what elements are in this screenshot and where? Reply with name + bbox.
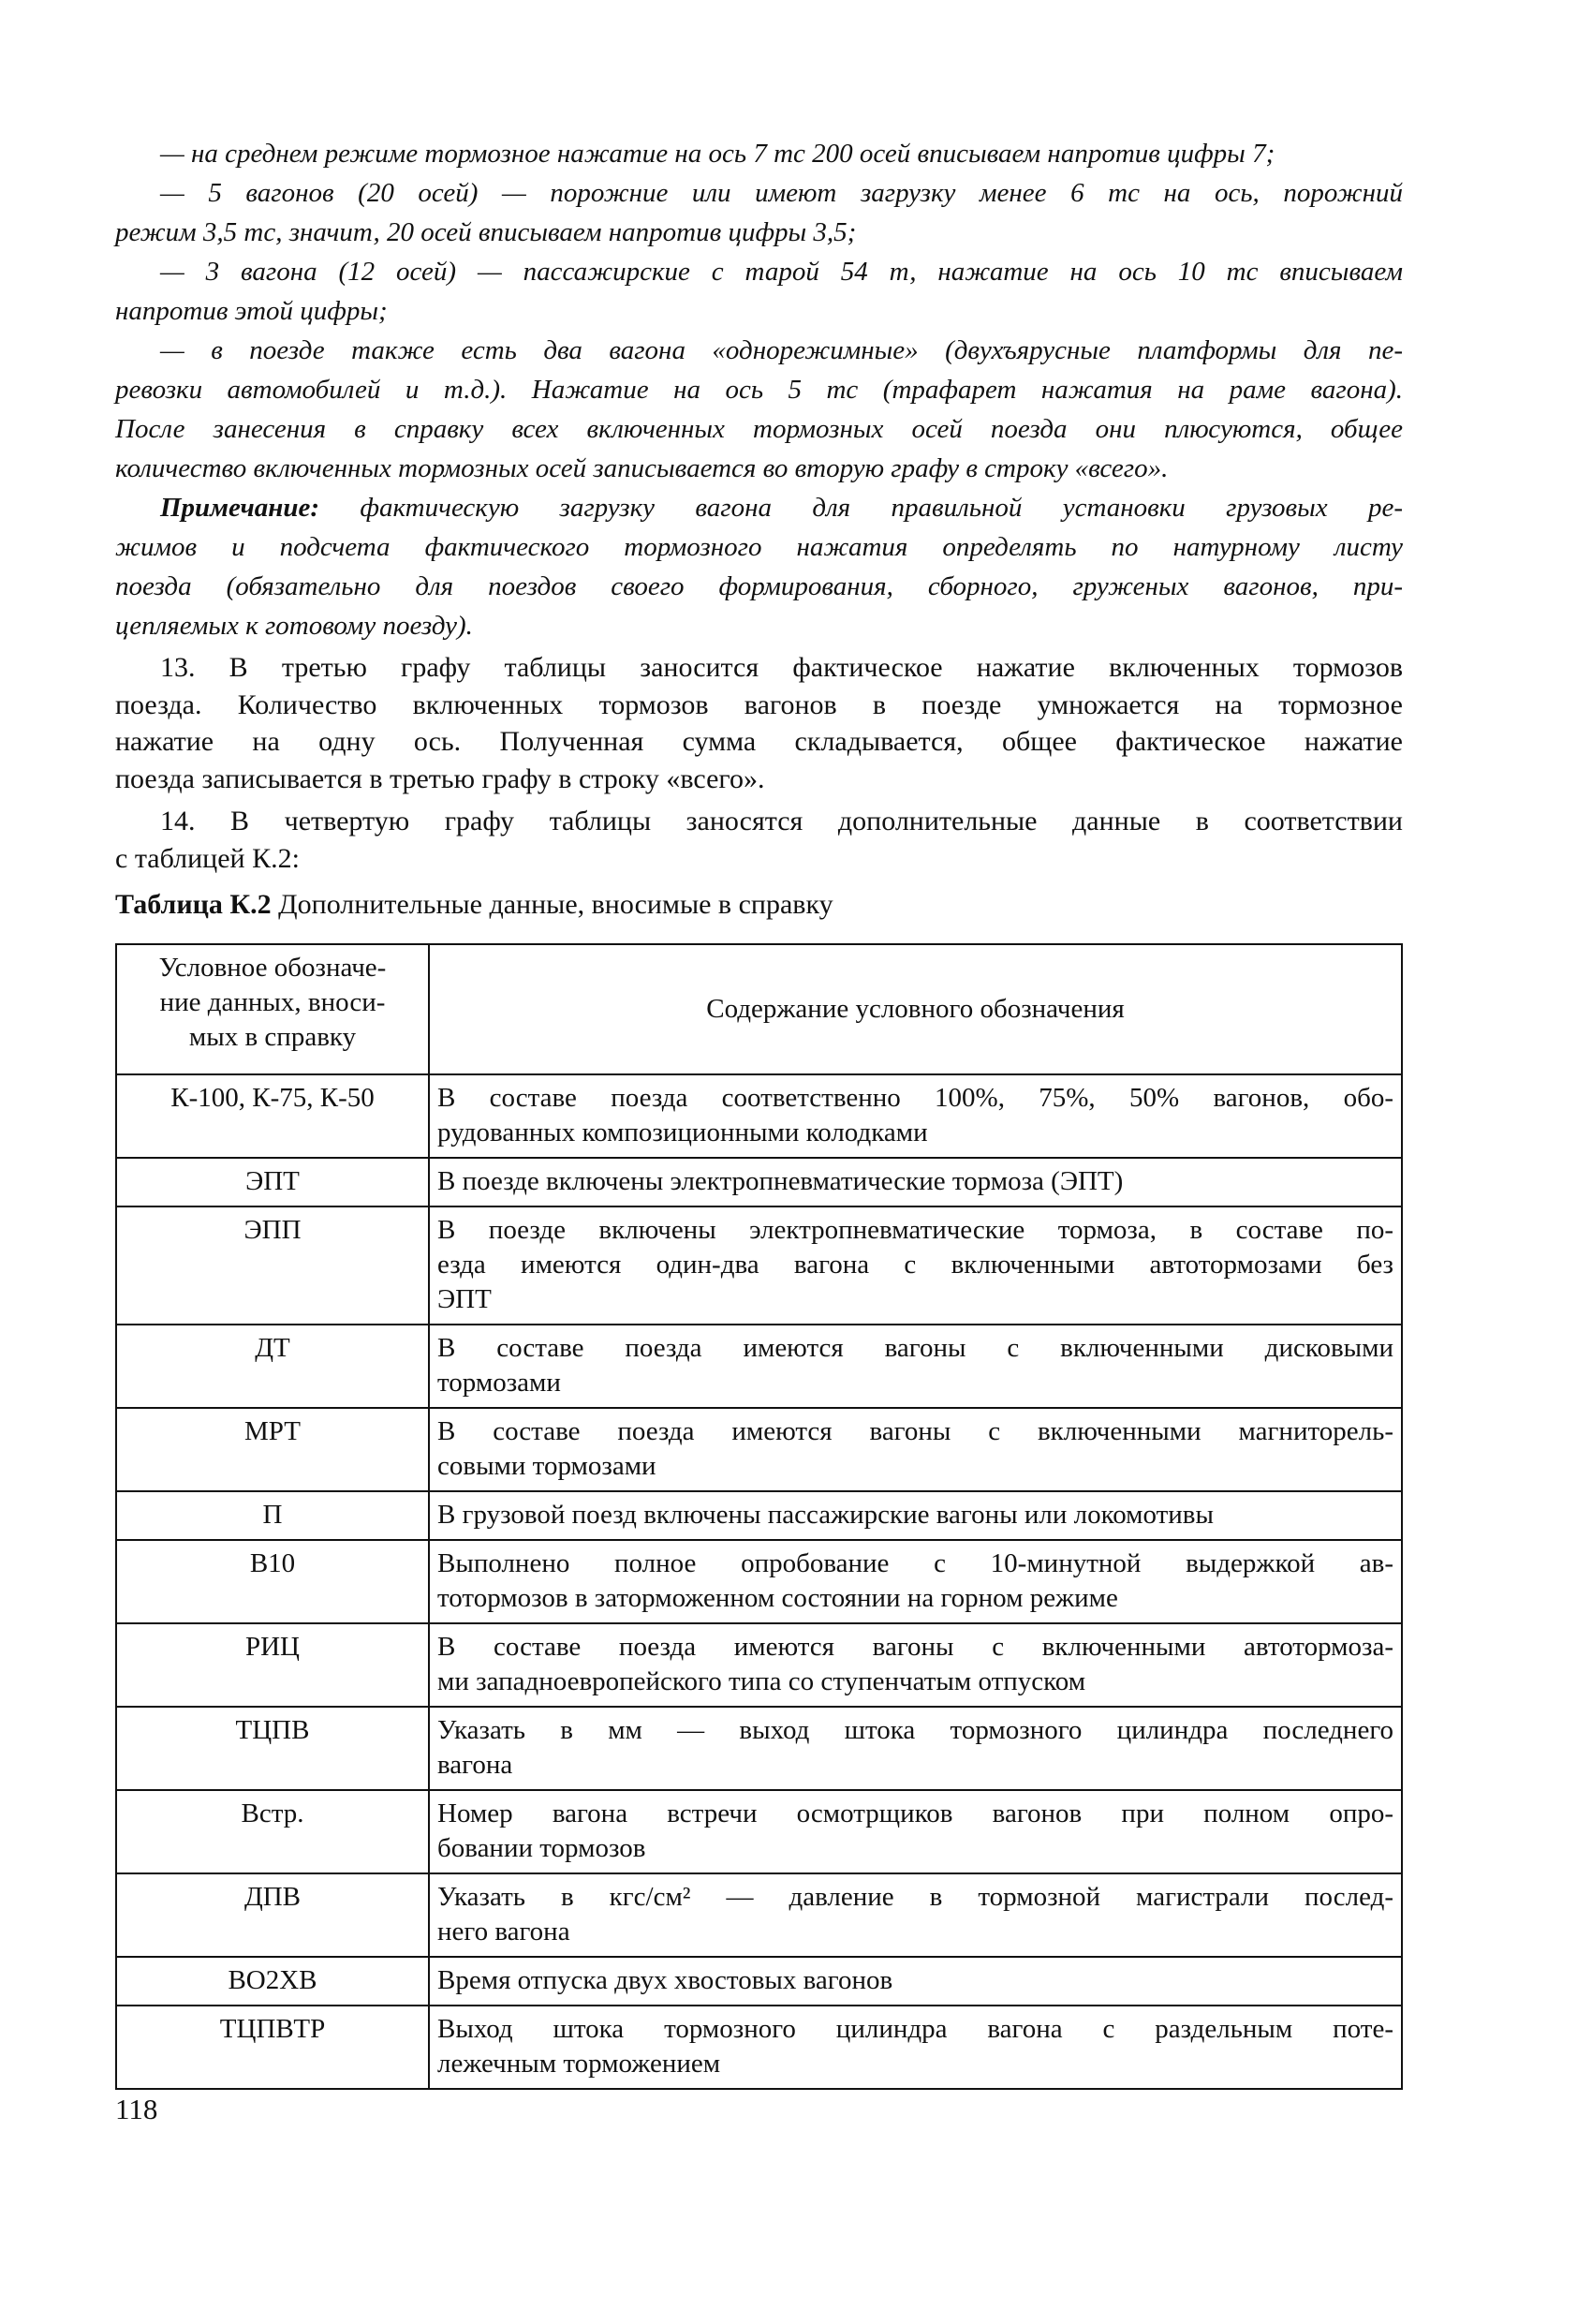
header-code — [116, 944, 429, 1074]
code-cell: ТЦПВТР — [116, 2006, 429, 2089]
description-cell — [429, 1408, 1402, 1491]
paragraph-empty-wagons — [115, 173, 1403, 252]
description-line: бовании тормозов — [437, 1833, 646, 1863]
text-line: ревозки автомобилей и т.д.). Нажатие на ось 5 тс (трафарет нажатия на раме вагона). — [115, 375, 1403, 405]
description-line: тотормозов в заторможенном состоянии на горном режиме — [437, 1583, 1118, 1613]
description-line: ЭПТ — [437, 1284, 492, 1314]
italic-instructions — [115, 134, 1403, 645]
description-line: тормозами — [437, 1368, 561, 1398]
description-line: езда имеются один-два вагона с включенными автотормозами без — [437, 1250, 1393, 1280]
paragraph-single-mode-wagons — [115, 331, 1403, 488]
table-row — [116, 1540, 1402, 1623]
code-cell: ЭПП — [116, 1206, 429, 1325]
table-row — [116, 1873, 1402, 1957]
description-cell — [429, 1790, 1402, 1873]
table-caption-label: Таблица К.2 — [115, 889, 272, 920]
description-line: В составе поезда имеются вагоны с включенными магниторель- — [437, 1416, 1393, 1446]
header-line: ние данных, вноси- — [159, 987, 386, 1017]
description-cell — [429, 1491, 1402, 1540]
description-cell — [429, 2006, 1402, 2089]
text-line: 14. В четвертую графу таблицы заносятся дополнительные данные в соответствии — [160, 806, 1403, 836]
description-line: В грузовой поезд включены пассажирские вагоны или локомотивы — [437, 1500, 1214, 1530]
text-line — [115, 488, 1403, 527]
table-row — [116, 1707, 1402, 1790]
text-line: — в поезде также есть два вагона «однорежимные» (двухъярусные платформы для пе- — [160, 335, 1403, 365]
page-number: 118 — [115, 2093, 158, 2125]
text-line: с таблицей К.2: — [115, 842, 300, 874]
item-14 — [115, 803, 1403, 877]
table-row — [116, 2006, 1402, 2089]
text-line: поезда. Количество включенных тормозов вагонов в поезде умножается на тормозное — [115, 688, 1403, 720]
description-line: ми западноевропейского типа со ступенчатым отпуском — [437, 1666, 1086, 1696]
note-paragraph — [115, 488, 1403, 645]
text-line: цепляемых к готовому поезду). — [115, 611, 473, 641]
text-line: режим 3,5 тс, значит, 20 осей вписываем напротив цифры 3,5; — [115, 217, 857, 247]
description-cell — [429, 1158, 1402, 1206]
description-line: Выход штока тормозного цилиндра вагона с раздельным поте- — [437, 2014, 1393, 2044]
description-cell — [429, 1206, 1402, 1325]
code-cell: МРТ — [116, 1408, 429, 1491]
header-line: мых в справку — [188, 1022, 357, 1052]
description-line: В составе поезда соответственно 100%, 75%, 50% вагонов, обо- — [437, 1083, 1393, 1113]
description-cell — [429, 1623, 1402, 1707]
code-cell: К-100, К-75, К-50 — [116, 1074, 429, 1158]
description-line: В составе поезда имеются вагоны с включенными автотормоза- — [437, 1632, 1393, 1662]
additional-data-table — [115, 943, 1403, 2090]
header-description: Содержание условного обозначения — [429, 944, 1402, 1074]
description-cell — [429, 1540, 1402, 1623]
table-row — [116, 1325, 1402, 1408]
code-cell: ДПВ — [116, 1873, 429, 1957]
table-row — [116, 1491, 1402, 1540]
description-line: Номер вагона встречи осмотрщиков вагонов при полном опро- — [437, 1799, 1393, 1828]
description-line: него вагона — [437, 1917, 570, 1947]
table-row — [116, 1074, 1402, 1158]
description-line: совыми тормозами — [437, 1451, 656, 1481]
text-line: жимов и подсчета фактического тормозного нажатия определять по натурному листу — [115, 532, 1403, 562]
header-line: Условное обозначе- — [158, 953, 387, 983]
text-line: напротив этой цифры; — [115, 296, 388, 326]
text-line: нажатие на одну ось. Полученная сумма складывается, общее фактическое нажатие — [115, 726, 1403, 757]
item-13 — [115, 649, 1403, 797]
table-row — [116, 1957, 1402, 2006]
description-line: Время отпуска двух хвостовых вагонов — [437, 1965, 893, 1995]
text-line: 13. В третью графу таблицы заносится фактическое нажатие включенных тормозов — [160, 652, 1403, 683]
code-cell: РИЦ — [116, 1623, 429, 1707]
text-line: — на среднем режиме тормозное нажатие на ось 7 тс 200 осей вписываем напротив цифры 7; — [160, 139, 1275, 169]
table-row — [116, 1206, 1402, 1325]
code-cell: Встр. — [116, 1790, 429, 1873]
table-row — [116, 1158, 1402, 1206]
table-row — [116, 1623, 1402, 1707]
text-line: — 5 вагонов (20 осей) — порожние или имеют загрузку менее 6 тс на ось, порожний — [160, 178, 1403, 208]
table-caption — [115, 886, 1403, 924]
note-text: фактическую загрузку вагона для правильной установки грузовых ре- — [319, 493, 1403, 523]
text-line: — 3 вагона (12 осей) — пассажирские с тарой 54 т, нажатие на ось 10 тс вписываем — [160, 257, 1403, 287]
description-line: лежечным торможением — [437, 2049, 721, 2079]
text-line: поезда записывается в третью графу в строку «всего». — [115, 762, 765, 794]
description-line: В поезде включены электропневматические тормоза (ЭПТ) — [437, 1166, 1124, 1196]
code-cell: ДТ — [116, 1325, 429, 1408]
description-line: Выполнено полное опробование с 10-минутной выдержкой ав- — [437, 1548, 1393, 1578]
text-line: После занесения в справку всех включенных тормозных осей поезда они плюсуются, общее — [115, 414, 1403, 444]
note-label: Примечание: — [160, 493, 320, 523]
code-cell: ВО2ХВ — [116, 1957, 429, 2006]
text-line: количество включенных тормозных осей записывается во вторую графу в строку «всего». — [115, 453, 1169, 483]
text-line: поезда (обязательно для поездов своего формирования, сборного, груженых вагонов, при- — [115, 571, 1403, 601]
description-cell — [429, 1074, 1402, 1158]
table-header-row — [116, 944, 1402, 1074]
description-line: рудованных композиционными колодками — [437, 1118, 928, 1147]
code-cell: В10 — [116, 1540, 429, 1623]
description-cell — [429, 1873, 1402, 1957]
description-cell — [429, 1325, 1402, 1408]
table-row — [116, 1790, 1402, 1873]
table-caption-text: Дополнительные данные, вносимые в справку — [271, 889, 833, 920]
code-cell: П — [116, 1491, 429, 1540]
description-cell — [429, 1707, 1402, 1790]
description-line: вагона — [437, 1750, 513, 1780]
table-row — [116, 1408, 1402, 1491]
paragraph-medium-mode — [115, 134, 1403, 173]
description-line: Указать в мм — выход штока тормозного цилиндра последнего — [437, 1715, 1393, 1745]
description-line: Указать в кгс/см² — давление в тормозной магистрали послед- — [437, 1882, 1393, 1912]
code-cell: ТЦПВ — [116, 1707, 429, 1790]
description-line: В поезде включены электропневматические тормоза, в составе по- — [437, 1215, 1393, 1245]
description-cell — [429, 1957, 1402, 2006]
description-line: В составе поезда имеются вагоны с включенными дисковыми — [437, 1333, 1393, 1363]
paragraph-passenger-wagons — [115, 252, 1403, 331]
code-cell: ЭПТ — [116, 1158, 429, 1206]
